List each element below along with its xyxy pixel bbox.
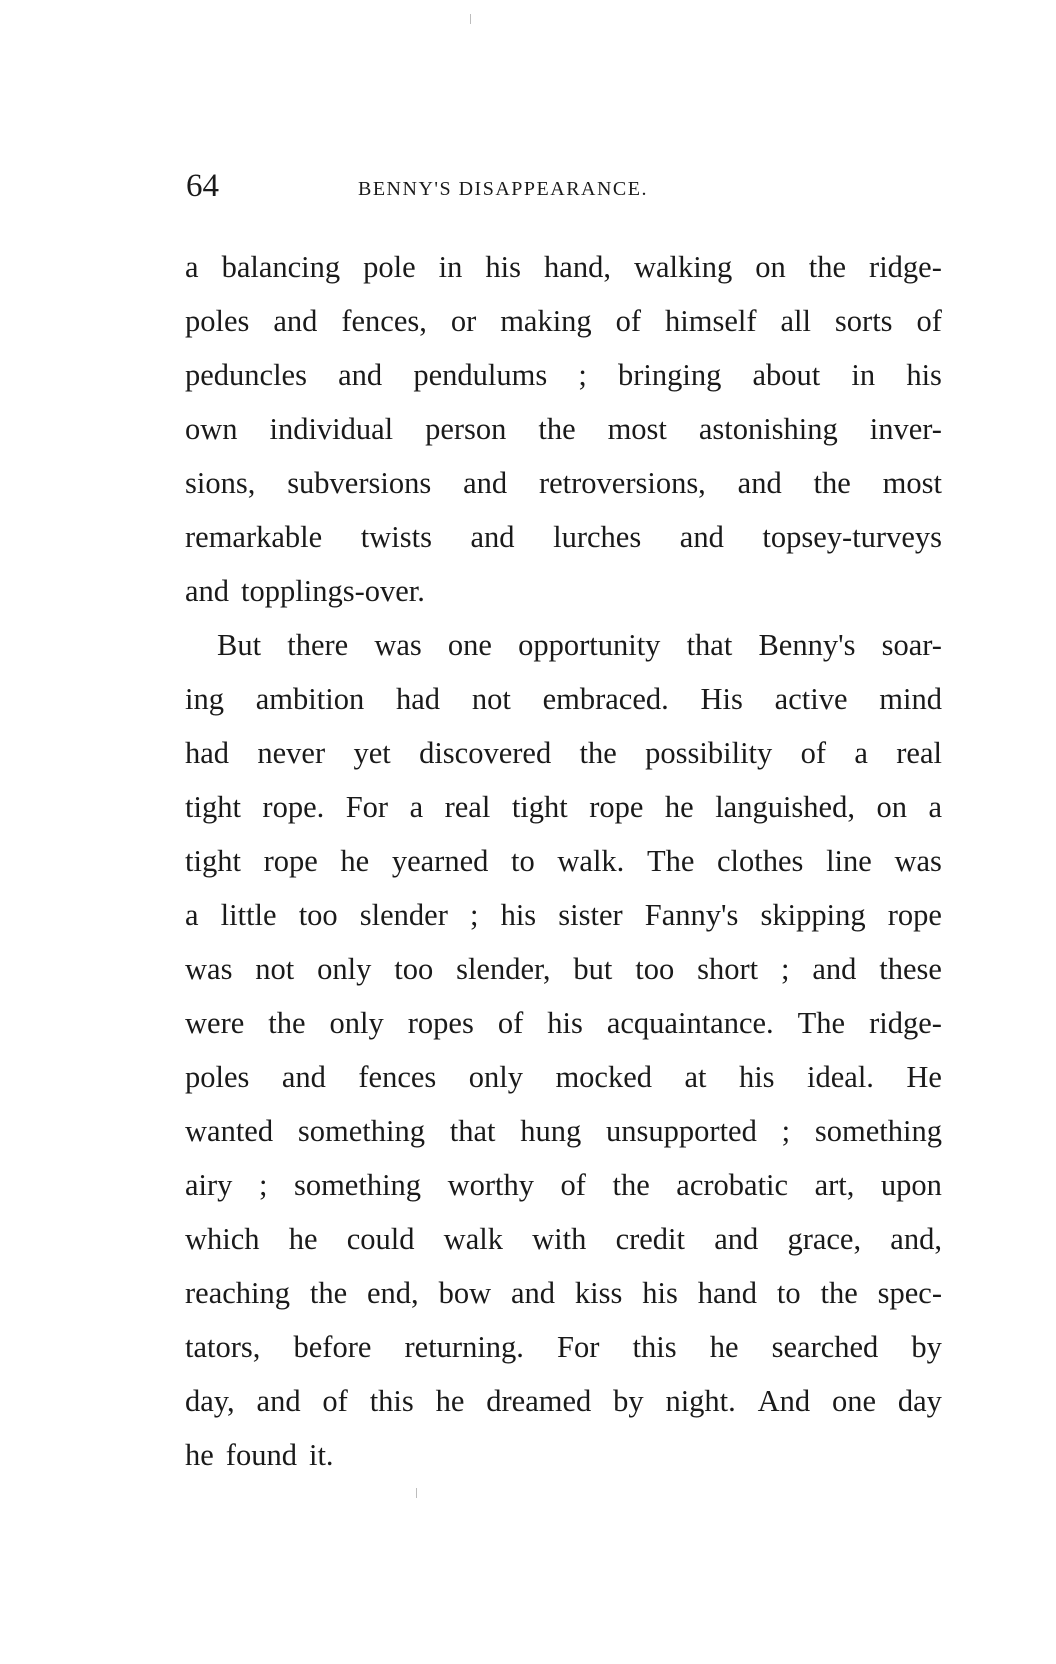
text-line: were the only ropes of his acquaintance. The ridge- (185, 1006, 942, 1040)
text-line: tight rope he yearned to walk. The clothes line was (185, 844, 942, 878)
scan-mark-bottom (416, 1488, 417, 1498)
text-line: a little too slender ; his sister Fanny's skipping rope (185, 898, 942, 932)
page-header (186, 166, 946, 216)
text-line: But there was one opportunity that Benny's soar- (217, 628, 942, 662)
text-line: airy ; something worthy of the acrobatic art, upon (185, 1168, 942, 1202)
paragraph (185, 618, 942, 1482)
text-line: reaching the end, bow and kiss his hand to the spec- (185, 1276, 942, 1310)
text-line: sions, subversions and retroversions, and the most (185, 466, 942, 500)
text-line: was not only too slender, but too short ; and these (185, 952, 942, 986)
text-line: wanted something that hung unsupported ; something (185, 1114, 942, 1148)
running-head: BENNY'S DISAPPEARANCE. (358, 178, 648, 200)
text-line: a balancing pole in his hand, walking on the ridge- (185, 250, 942, 284)
text-line: remarkable twists and lurches and topsey-turveys (185, 520, 942, 554)
text-line: and topplings-over. (185, 574, 425, 608)
text-line: had never yet discovered the possibility of a real (185, 736, 942, 770)
text-line: peduncles and pendulums ; bringing about in his (185, 358, 942, 392)
text-line: day, and of this he dreamed by night. And one day (185, 1384, 942, 1418)
text-line: poles and fences only mocked at his ideal. He (185, 1060, 942, 1094)
text-line: which he could walk with credit and grace, and, (185, 1222, 942, 1256)
paragraph (185, 240, 942, 618)
text-line: he found it. (185, 1438, 334, 1472)
text-line: poles and fences, or making of himself all sorts of (185, 304, 942, 338)
body-text (185, 240, 942, 1482)
text-line: tators, before returning. For this he searched by (185, 1330, 942, 1364)
text-line: ing ambition had not embraced. His active mind (185, 682, 942, 716)
text-line: own individual person the most astonishing inver- (185, 412, 942, 446)
text-line: tight rope. For a real tight rope he languished, on a (185, 790, 942, 824)
page-number: 64 (186, 168, 219, 204)
scan-mark-top (470, 14, 471, 24)
